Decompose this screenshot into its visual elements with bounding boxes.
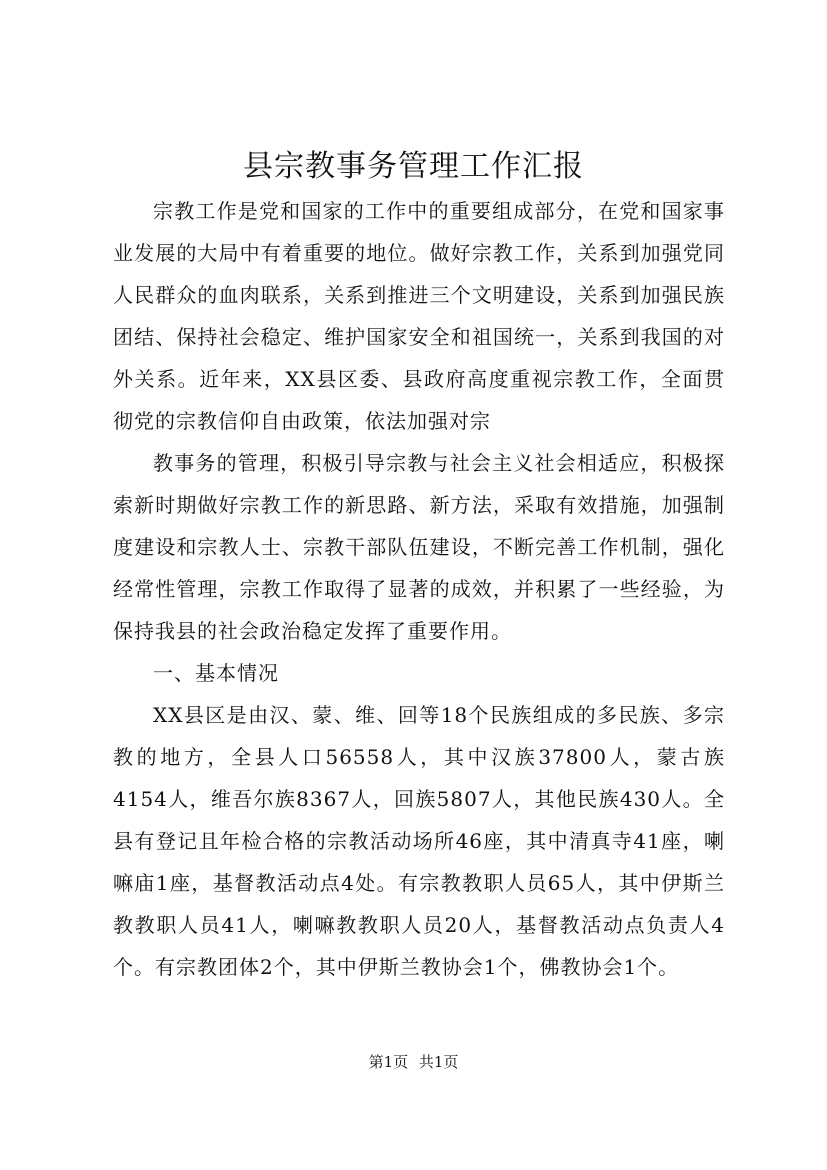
page-number: 第1页	[368, 1053, 409, 1071]
paragraph-intro: 宗教工作是党和国家的工作中的重要组成部分，在党和国家事业发展的大局中有着重要的地位。做好宗教工作，关系到加强党同人民群众的血肉联系，关系到推进三个文明建设，关系到加强民族团结、保持社会稳定、维护国家安全和祖国统一，关系到我国的对外关系。近年来，XX县区委、县政府高度重视宗教工作，全面贯彻党的宗教信仰自由政策，依法加强对宗	[113, 199, 725, 433]
page-total: 共1页	[418, 1053, 459, 1071]
section-heading-basic-situation: 一、基本情况	[153, 661, 279, 685]
page-footer	[0, 1052, 827, 1072]
document-body	[113, 190, 725, 988]
document-title: 县宗教事务管理工作汇报	[243, 149, 584, 184]
paragraph-basic-situation: XX县区是由汉、蒙、维、回等18个民族组成的多民族、多宗教的地方，全县人口56558人，其中汉族37800人，蒙古族4154人，维吾尔族8367人，回族5807人，其他民族430人。全县有登记且年检合格的宗教活动场所46座，其中清真寺41座，喇嘛庙1座，基督教活动点4处。有宗教教职人员65人，其中伊斯兰教教职人员41人，喇嘛教教职人员20人，基督教活动点负责人4个。有宗教团体2个，其中伊斯兰教协会1个，佛教协会1个。	[113, 703, 725, 979]
paragraph-management: 教事务的管理，积极引导宗教与社会主义社会相适应，积极探索新时期做好宗教工作的新思路、新方法，采取有效措施，加强制度建设和宗教人士、宗教干部队伍建设，不断完善工作机制，强化经常性管理，宗教工作取得了显著的成效，并积累了一些经验，为保持我县的社会政治稳定发挥了重要作用。	[113, 451, 725, 643]
